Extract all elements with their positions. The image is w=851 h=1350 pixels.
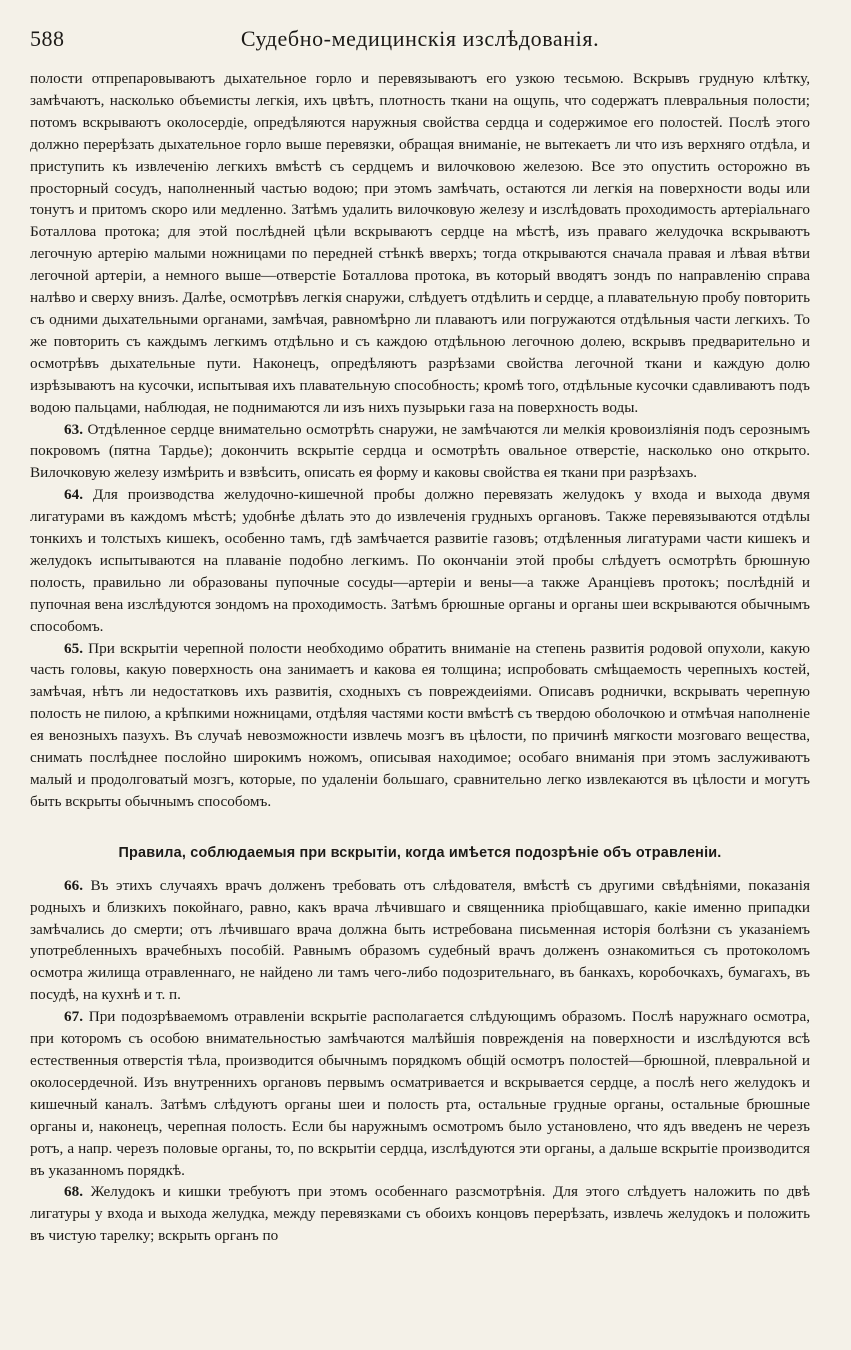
page-header xyxy=(30,22,810,68)
paragraph-67 xyxy=(30,1006,810,1181)
section-heading: Правила, соблюдаемыя при вскрытіи, когда имѣется подозрѣніе объ отравленіи. xyxy=(118,844,722,861)
paragraph-64 xyxy=(30,484,810,637)
paragraph-number: 67. xyxy=(64,1008,83,1026)
paragraph-number: 63. xyxy=(64,420,83,438)
intro-paragraph: полости отпрепаровываютъ дыхательное горло и перевязываютъ его узкою тесьмою. Вскрывъ грудную клѣтку, замѣчаютъ, насколько объемисты легкія, ихъ цвѣтъ, плотность ткани на ощупь, что содержатъ плевральныя полости; потомъ вскрываютъ околосердіе, опредѣляются наружныя свойства сердца и содержимое его полостей. Послѣ этого должно перерѣзать дыхательное горло выше перевязки, обращая вниманіе, не вытекаетъ ли что изъ верхняго отдѣла, и приступить къ извлеченію легкихъ вмѣстѣ съ сердцемъ и вилочковою железою. Все это опустить осторожно въ просторный сосудъ, наполненный частью водою; при этомъ замѣчать, остаются ли легкія на поверхности воды или тонутъ и притомъ скоро или медленно. Затѣмъ удалить вилочковую железу и изслѣдовать проходимость артеріальнаго Боталлова протока; для этой послѣдней цѣли вскрываютъ сердце на мѣстѣ, изъ праваго желудочка вскрываютъ легочную артерію малыми ножницами по передней стѣнкѣ вверхъ; тогда открываются сначала правая и лѣвая вѣтви легочной артеріи, а немного выше—отверстіе Боталлова протока, въ который вводятъ зондъ по направленію справа налѣво и сверху внизъ. Далѣе, осмотрѣвъ легкія снаружи, слѣдуетъ отдѣлить и сердце, а плавательную пробу повторить съ одними дыхательными органами, замѣчая, равномѣрно ли плаваютъ или погружаются отдѣльныя части легкихъ. То же повторить съ каждымъ легкимъ отдѣльно и съ каждою отдѣльною легочною долею, вскрывъ предварительно и осмотрѣвъ дыхательные пути. Наконецъ, опредѣляютъ разрѣзами свойства легочной ткани и каждую долю изрѣзываютъ на кусочки, испытывая ихъ плавательную способность; кромѣ того, отдѣльные кусочки сдавливаютъ подъ водою пальцами, наблюдая, не поднимаются ли изъ нихъ пузырьки газа на поверхность воды. xyxy=(30,70,810,416)
running-title: Судебно-медицинскія изслѣдованія. xyxy=(240,26,600,51)
body-text xyxy=(30,68,810,1247)
paragraph-text: Для производства желудочно-кишечной пробы должно перевязать желудокъ у входа и выхода двумя лигатурами въ каждомъ мѣстѣ; удобнѣе дѣлать это до извлеченія грудныхъ органовъ. Также перевязываются отдѣлы тонкихъ и толстыхъ кишекъ, особенно тамъ, гдѣ замѣчается развитіе газовъ; отдѣленныя лигатурами части кишекъ и желудокъ испытываются на плаваніе подобно легкимъ. По окончаніи этой пробы слѣдуетъ осмотрѣть брюшную полость, правильно ли образованы пупочные сосуды—артеріи и вены—а также Аранціевъ протокъ; послѣдній и пупочная вена изслѣдуются зондомъ на проходимость. Затѣмъ брюшные органы и органы шеи вскрываются обычнымъ способомъ. xyxy=(30,486,811,635)
paragraph-text: Въ этихъ случаяхъ врачъ долженъ требовать отъ слѣдователя, вмѣстѣ съ другими свѣдѣніями, показанія родныхъ и близкихъ покойнаго, равно, какъ врача лѣчившаго и священника пріобщавшаго, какіе именно припадки замѣчались до смерти; отъ лѣчившаго врача должна быть истребована письменная исторія болѣзни съ указаніемъ употребленныхъ врачебныхъ пособій. Равнымъ образомъ судебный врачъ долженъ ознакомиться съ протоколомъ осмотра жилища отравленнаго, не найдено ли тамъ чего-либо подозрительнаго, въ банкахъ, коробочкахъ, бумагахъ, въ посудѣ, на кухнѣ и т. п. xyxy=(30,876,811,1004)
paragraph-66 xyxy=(30,875,810,1006)
paragraph-text: При вскрытіи черепной полости необходимо обратить вниманіе на степень развитія родовой опухоли, какую часть головы, какую поверхность она занимаетъ и какова ея толщина; испробовать смѣщаемость черепныхъ костей, замѣчая, нѣтъ ли недостатковъ ихъ развитія, сходныхъ съ повреждеиіями. Описавъ роднички, вскрывать черепную полость не пилою, а крѣпкими ножницами, отдѣляя частями кости вмѣстѣ съ твердою оболочкою и отмѣчая наполненіе ея венозныхъ пазухъ. Въ случаѣ невозможности извлечь мозгъ въ цѣлости, по причинѣ мягкости мозговаго вещества, снимать послѣднее послойно широкимъ ножомъ, описывая находимое; особаго вниманія при этомъ заслуживаютъ малый и продолговатый мозгъ, которые, по удаленіи большаго, сравнительно легко извлекаются въ цѣлости и могутъ быть вскрыты обычнымъ способомъ. xyxy=(30,639,810,810)
paragraph-number: 68. xyxy=(64,1183,83,1201)
paragraph-text: При подозрѣваемомъ отравленіи вскрытіе располагается слѣдующимъ образомъ. Послѣ наружнаго осмотра, при которомъ съ особою внимательностью замѣчаются малѣйшія поврежденія на поверхности и изслѣдуются всѣ естественныя отверстія тѣла, производится обычнымъ порядкомъ общій осмотръ полостей—брюшной, плевральной и околосердечной. Изъ внутреннихъ органовъ первымъ осматривается и вскрывается сердце, а послѣ него желудокъ и кишечный каналъ. Затѣмъ слѣдуютъ органы шеи и полость рта, остальные грудные органы, остальные брюшные органы и, наконецъ, черепная полость. Если бы наружнымъ осмотромъ было установлено, что ядъ введенъ не черезъ ротъ, а напр. черезъ половые органы, то, по вскрытіи сердца, изслѣдуются эти органы, а дальше вскрытіе производится въ указанномъ порядкѣ. xyxy=(30,1008,810,1179)
paragraph-number: 64. xyxy=(64,486,83,504)
book-page xyxy=(30,22,810,1247)
page-number: 588 xyxy=(30,26,65,51)
paragraph-number: 66. xyxy=(64,876,83,894)
paragraph-63 xyxy=(30,419,810,485)
paragraph-number: 65. xyxy=(64,639,83,657)
paragraph-68 xyxy=(30,1181,810,1247)
paragraph-65 xyxy=(30,638,810,813)
paragraph-text: Желудокъ и кишки требуютъ при этомъ особеннаго разсмотрѣнія. Для этого слѣдуетъ наложить по двѣ лигатуры у входа и выхода желудка, между перевязками съ обоихъ концовъ перерѣзать, извлечь желудокъ и положить въ чистую тарелку; вскрыть органъ по xyxy=(30,1183,811,1245)
paragraph-text: Отдѣленное сердце внимательно осмотрѣть снаружи, не замѣчаются ли мелкія кровоизліянія подъ серознымъ покровомъ (пятна Тардье); докончить вскрытіе сердца и осмотрѣть овальное отверстіе, насколько оно открыто. Вилочковую железу измѣрить и взвѣсить, описать ея форму и каковы свойства ея ткани при разрѣзахъ. xyxy=(30,420,810,482)
